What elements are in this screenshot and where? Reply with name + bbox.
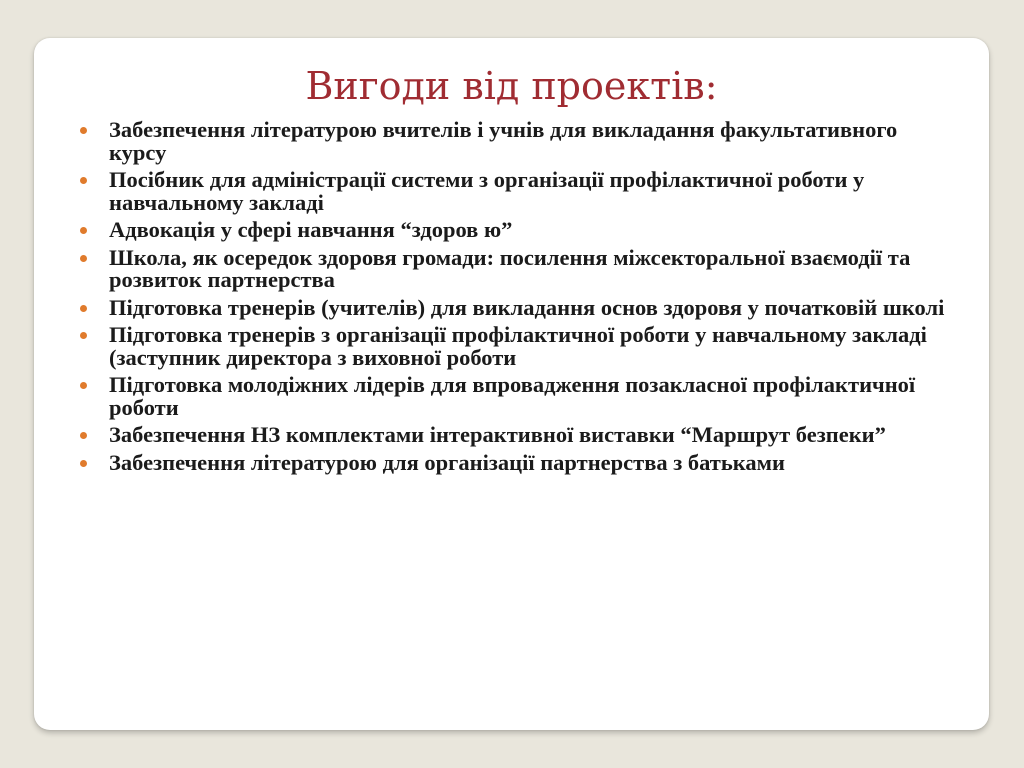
- bullet-text: Забезпечення літературою вчителів і учнів для викладання факультативного курсу: [109, 117, 898, 165]
- bullet-text: Посібник для адміністрації системи з організації профілактичної роботи у навчальному закладі: [109, 167, 865, 215]
- bullet-dot-icon: [80, 432, 87, 439]
- bullet-item: [77, 294, 947, 320]
- bullet-text: Адвокація у сфері навчання “здоров ю”: [109, 217, 513, 242]
- bullet-text: Підготовка молодіжних лідерів для впровадження позакласної профілактичної роботи: [109, 372, 916, 420]
- bullet-item: [77, 374, 947, 419]
- slide-canvas: [34, 38, 989, 730]
- bullet-list: [77, 119, 947, 479]
- bullet-item: [77, 324, 947, 369]
- bullet-dot-icon: [80, 255, 87, 262]
- bullet-item: [77, 244, 947, 292]
- bullet-dot-icon: [80, 332, 87, 339]
- bullet-dot-icon: [80, 227, 87, 234]
- slide-title: Вигоди від проектів:: [305, 64, 718, 108]
- bullet-dot-icon: [80, 305, 87, 312]
- bullet-text: Підготовка тренерів з організації профілактичної роботи у навчальному закладі (заступник директора з виховної роботи: [109, 322, 927, 370]
- bullet-item: [77, 169, 947, 214]
- bullet-item: [77, 424, 947, 447]
- bullet-text: Підготовка тренерів (учителів) для викладання основ здоровя у початковій школі: [109, 294, 945, 320]
- bullet-dot-icon: [80, 382, 87, 389]
- bullet-text: Забезпечення НЗ комплектами інтерактивної виставки “Маршрут безпеки”: [109, 422, 886, 447]
- bullet-text: Забезпечення літературою для організації партнерства з батьками: [109, 449, 785, 475]
- bullet-item: [77, 119, 947, 164]
- bullet-dot-icon: [80, 177, 87, 184]
- bullet-item: [77, 219, 947, 242]
- bullet-dot-icon: [80, 460, 87, 467]
- bullet-dot-icon: [80, 127, 87, 134]
- bullet-text: Школа, як осередок здоровя громади: посилення міжсекторальної взаємодії та розвиток партнерства: [109, 244, 911, 292]
- bullet-item: [77, 449, 947, 475]
